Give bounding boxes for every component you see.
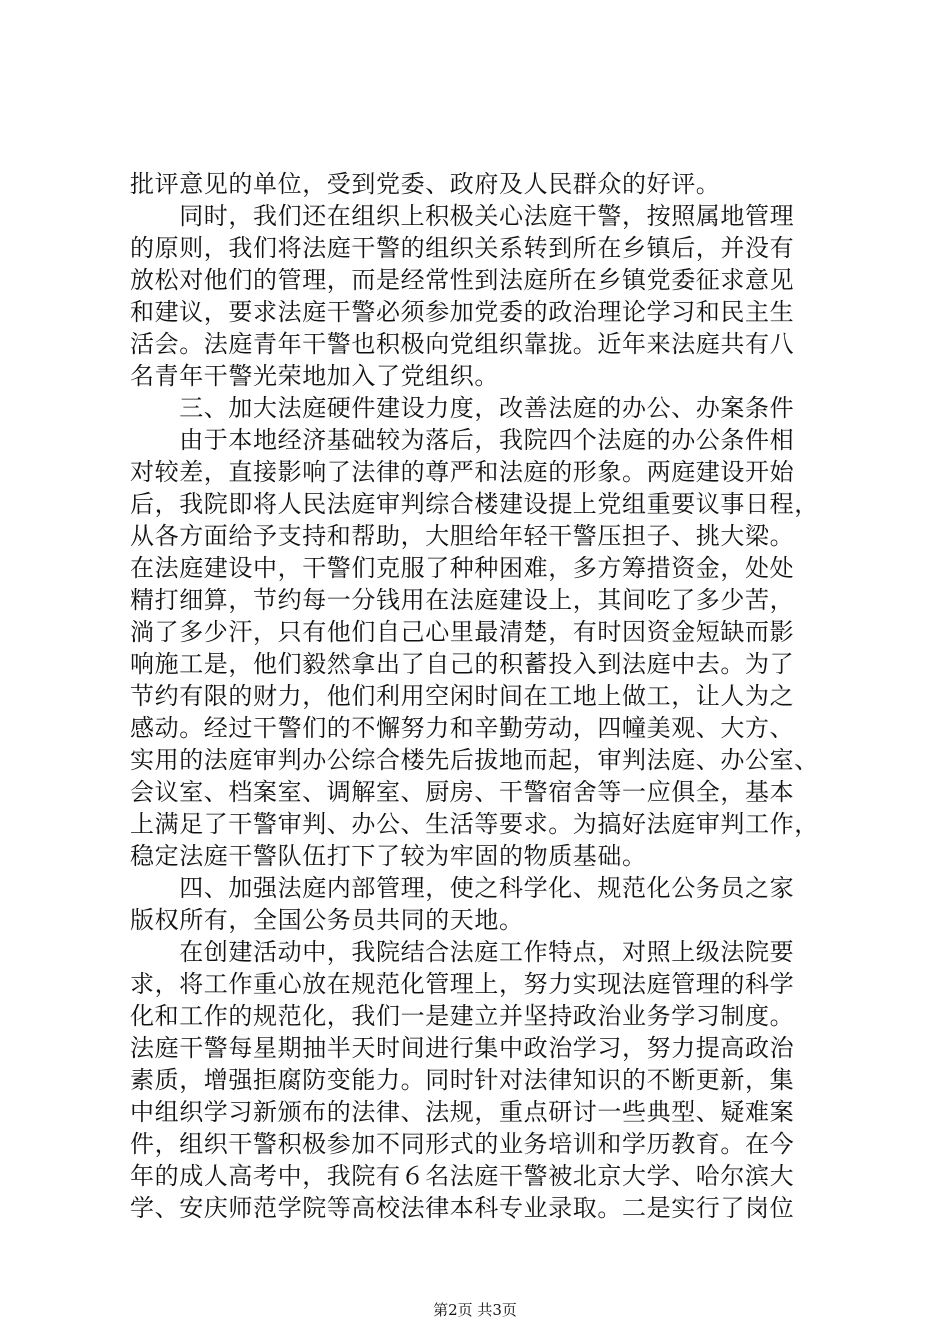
text-line: 的原则，我们将法庭干警的组织关系转到所在乡镇后，并没有 <box>130 234 795 262</box>
text-line: 精打细算，节约每一分钱用在法庭建设上，其间吃了多少苦， <box>130 586 795 614</box>
text-line: 年的成人高考中，我院有６名法庭干警被北京大学、哈尔滨大 <box>130 1162 795 1190</box>
text-line: 同时，我们还在组织上积极关心法庭干警，按照属地管理 <box>130 202 795 230</box>
text-line: 在法庭建设中，干警们克服了种种困难，多方筹措资金，处处 <box>130 554 795 582</box>
text-line: 从各方面给予支持和帮助，大胆给年轻干警压担子、挑大梁。 <box>130 522 795 550</box>
text-line: 对较差，直接影响了法律的尊严和法庭的形象。两庭建设开始 <box>130 458 795 486</box>
text-line: 学、安庆师范学院等高校法律本科专业录取。二是实行了岗位 <box>130 1194 795 1222</box>
text-line: 中组织学习新颁布的法律、法规，重点研讨一些典型、疑难案 <box>130 1098 795 1126</box>
text-line: 实用的法庭审判办公综合楼先后拔地而起，审判法庭、办公室、 <box>130 746 819 774</box>
text-line: 版权所有，全国公务员共同的天地。 <box>130 906 524 934</box>
text-line: 放松对他们的管理，而是经常性到法庭所在乡镇党委征求意见 <box>130 266 795 294</box>
text-line: 四、加强法庭内部管理，使之科学化、规范化公务员之家 <box>130 874 795 902</box>
page-footer: 第2页 共3页 <box>433 1301 517 1319</box>
text-line: 求，将工作重心放在规范化管理上，努力实现法庭管理的科学 <box>130 970 795 998</box>
text-line: 件，组织干警积极参加不同形式的业务培训和学历教育。在今 <box>130 1130 795 1158</box>
document-body <box>130 168 830 1224</box>
text-line: 活会。法庭青年干警也积极向党组织靠拢。近年来法庭共有八 <box>130 330 795 358</box>
text-line: 批评意见的单位，受到党委、政府及人民群众的好评。 <box>130 170 721 198</box>
text-line: 稳定法庭干警队伍打下了较为牢固的物质基础。 <box>130 842 647 870</box>
text-line: 会议室、档案室、调解室、厨房、干警宿舍等一应俱全，基本 <box>130 778 795 806</box>
text-line: 由于本地经济基础较为落后，我院四个法庭的办公条件相 <box>130 426 795 454</box>
text-line: 法庭干警每星期抽半天时间进行集中政治学习，努力提高政治 <box>130 1034 795 1062</box>
text-line: 感动。经过干警们的不懈努力和辛勤劳动，四幢美观、大方、 <box>130 714 795 742</box>
text-line: 名青年干警光荣地加入了党组织。 <box>130 362 499 390</box>
text-line: 素质，增强拒腐防变能力。同时针对法律知识的不断更新，集 <box>130 1066 795 1094</box>
text-line: 在创建活动中，我院结合法庭工作特点，对照上级法院要 <box>130 938 795 966</box>
text-line: 淌了多少汗，只有他们自己心里最清楚，有时因资金短缺而影 <box>130 618 795 646</box>
text-line: 后，我院即将人民法庭审判综合楼建设提上党组重要议事日程， <box>130 490 819 518</box>
text-line: 上满足了干警审判、办公、生活等要求。为搞好法庭审判工作， <box>130 810 819 838</box>
text-line: 化和工作的规范化，我们一是建立并坚持政治业务学习制度。 <box>130 1002 795 1030</box>
text-line: 和建议，要求法庭干警必须参加党委的政治理论学习和民主生 <box>130 298 795 326</box>
text-line: 响施工是，他们毅然拿出了自己的积蓄投入到法庭中去。为了 <box>130 650 795 678</box>
text-line: 节约有限的财力，他们利用空闲时间在工地上做工，让人为之 <box>130 682 795 710</box>
text-line: 三、加大法庭硬件建设力度，改善法庭的办公、办案条件 <box>130 394 795 422</box>
